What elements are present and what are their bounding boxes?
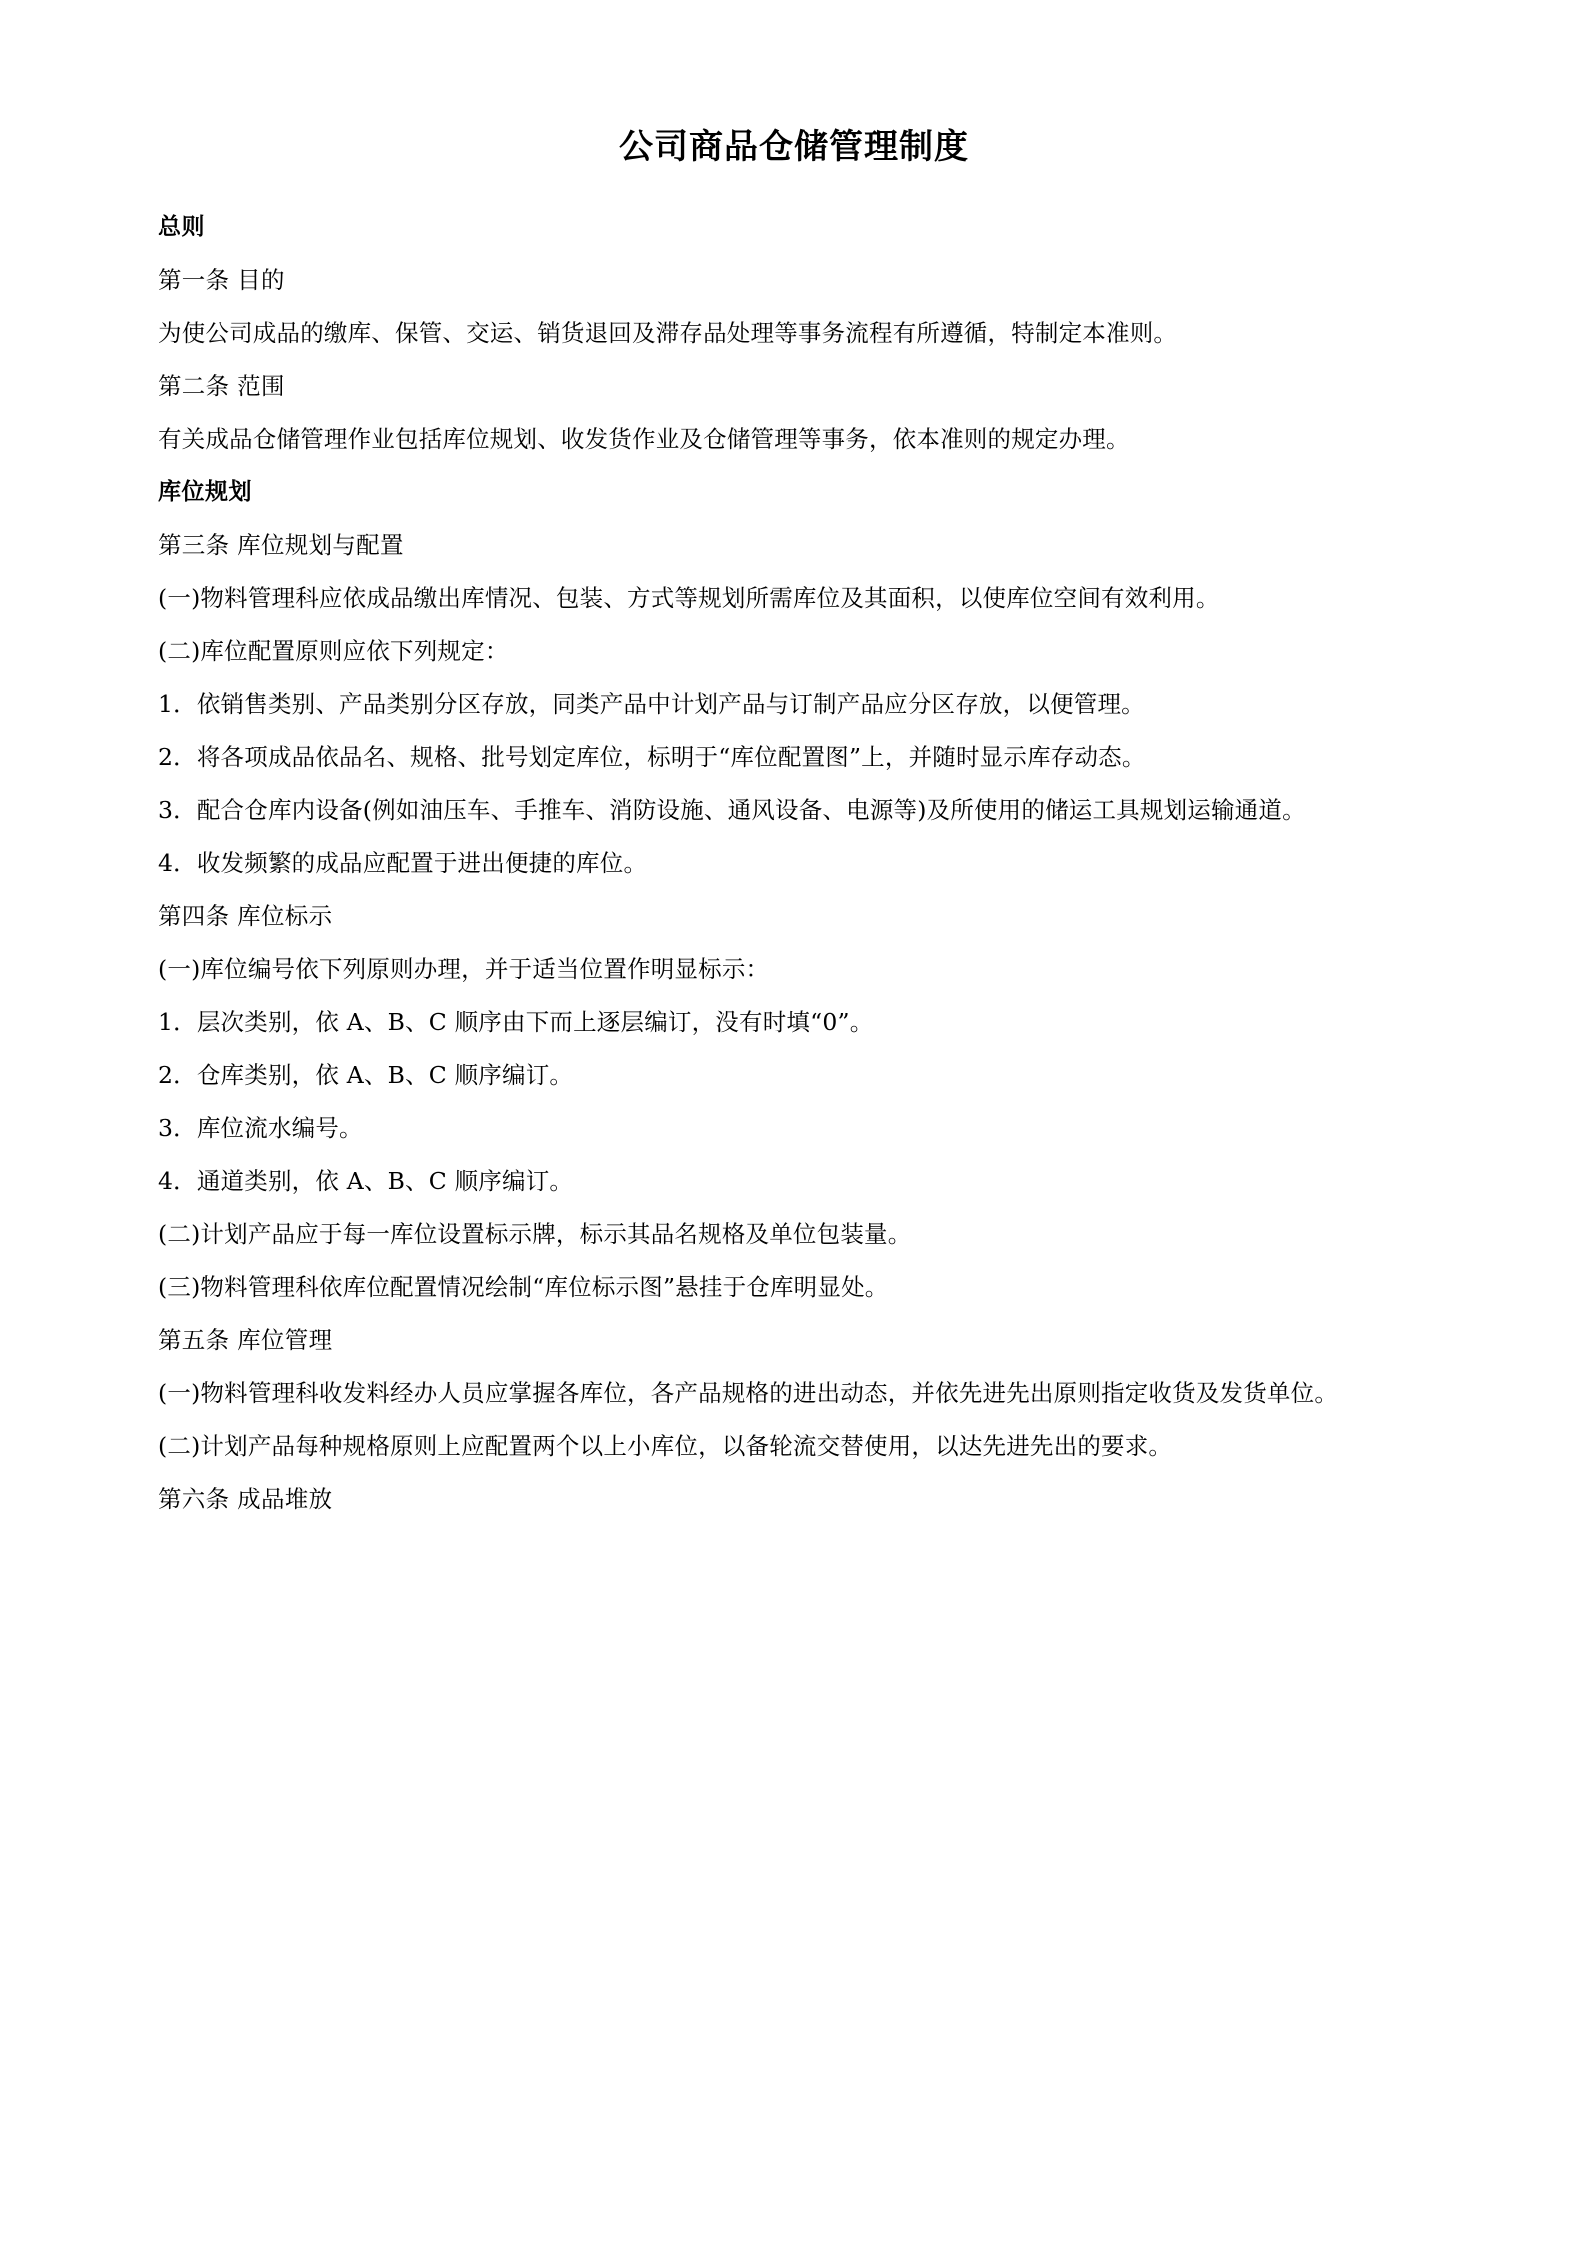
article-heading-3: 第三条 库位规划与配置 bbox=[158, 530, 404, 559]
article-heading-4: 第四条 库位标示 bbox=[158, 901, 333, 930]
list-item-4-4: 4．通道类别，依 A、B、C 顺序编订。 bbox=[158, 1166, 574, 1195]
paragraph-3-item-1: (一)物料管理科应依成品缴出库情况、包装、方式等规划所需库位及其面积，以使库位空间有效利用。 bbox=[158, 583, 1220, 612]
paragraph-4-item-2: (二)计划产品应于每一库位设置标示牌，标示其品名规格及单位包装量。 bbox=[158, 1219, 912, 1248]
section-heading-location-planning: 库位规划 bbox=[158, 478, 252, 505]
paragraph-4-item-3: (三)物料管理科依库位配置情况绘制“库位标示图”悬挂于仓库明显处。 bbox=[158, 1272, 889, 1301]
page-title: 公司商品仓储管理制度 bbox=[619, 127, 969, 167]
article-heading-5: 第五条 库位管理 bbox=[158, 1325, 333, 1354]
list-item-3-2: 2．将各项成品依品名、规格、批号划定库位，标明于“库位配置图”上，并随时显示库存动态。 bbox=[158, 742, 1146, 771]
article-heading-6: 第六条 成品堆放 bbox=[158, 1484, 333, 1513]
list-item-4-2: 2．仓库类别，依 A、B、C 顺序编订。 bbox=[158, 1060, 574, 1089]
document-content bbox=[158, 0, 1430, 1526]
section-heading-general-rules: 总则 bbox=[158, 213, 205, 240]
paragraph-3-item-2: (二)库位配置原则应依下列规定： bbox=[158, 636, 509, 665]
paragraph-article-2-body: 有关成品仓储管理作业包括库位规划、收发货作业及仓储管理等事务，依本准则的规定办理。 bbox=[158, 424, 1130, 453]
paragraph-5-item-2: (二)计划产品每种规格原则上应配置两个以上小库位，以备轮流交替使用，以达先进先出的要求。 bbox=[158, 1431, 1173, 1460]
list-item-3-4: 4．收发频繁的成品应配置于进出便捷的库位。 bbox=[158, 848, 648, 877]
article-heading-2: 第二条 范围 bbox=[158, 371, 285, 400]
list-item-4-3: 3．库位流水编号。 bbox=[158, 1113, 363, 1142]
paragraph-4-item-1: (一)库位编号依下列原则办理，并于适当位置作明显标示： bbox=[158, 954, 770, 983]
paragraph-article-1-body: 为使公司成品的缴库、保管、交运、销货退回及滞存品处理等事务流程有所遵循，特制定本准则。 bbox=[158, 318, 1178, 347]
list-item-3-1: 1．依销售类别、产品类别分区存放，同类产品中计划产品与订制产品应分区存放，以便管理。 bbox=[158, 689, 1145, 718]
paragraph-5-item-1: (一)物料管理科收发料经办人员应掌握各库位，各产品规格的进出动态，并依先进先出原则指定收货及发货单位。 bbox=[158, 1378, 1339, 1407]
list-item-3-3: 3．配合仓库内设备(例如油压车、手推车、消防设施、通风设备、电源等)及所使用的储运工具规划运输通道。 bbox=[158, 795, 1306, 824]
article-heading-1: 第一条 目的 bbox=[158, 265, 285, 294]
list-item-4-1: 1．层次类别，依 A、B、C 顺序由下而上逐层编订，没有时填“0”。 bbox=[158, 1007, 874, 1036]
